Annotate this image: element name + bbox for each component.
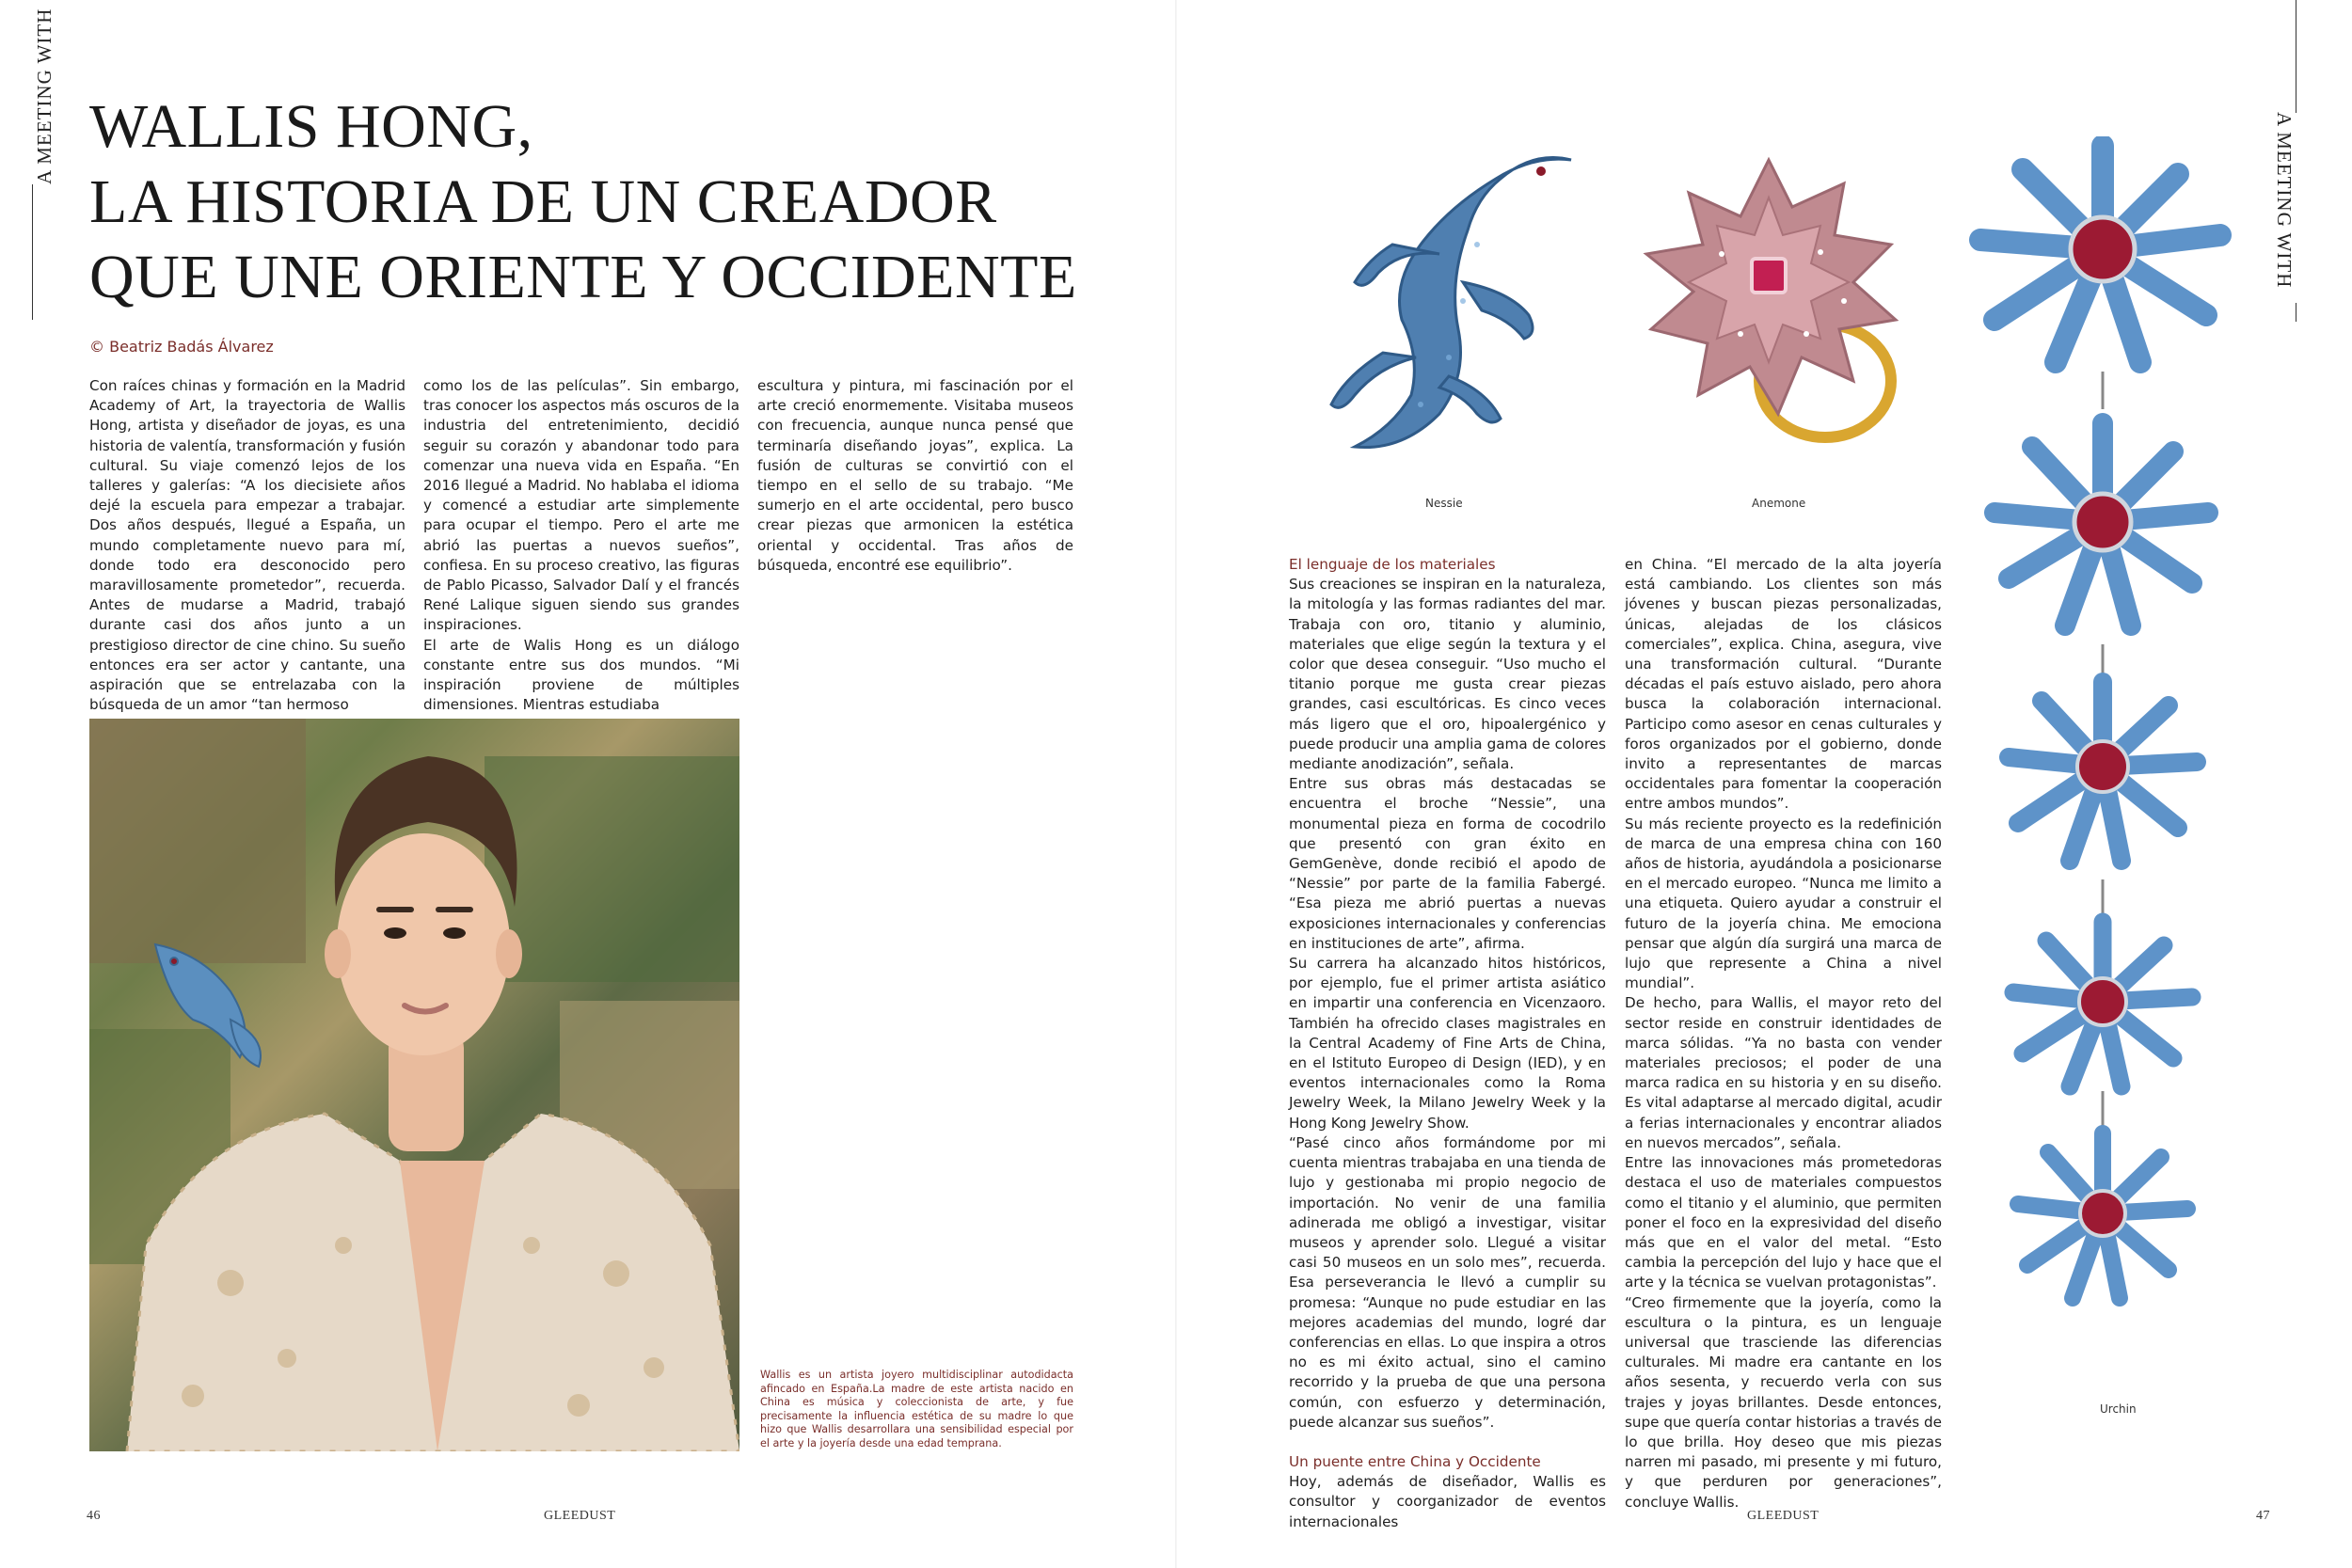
section-tag-left: A MEETING WITH: [33, 8, 56, 184]
body-paragraph: Su más reciente proyecto es la redefinición de marca de una empresa china con 160 años de historia, ayudándola a posicionarse en el mercado europeo. “Nunca me limito a una etiqueta. Quiero ayudar a construir el futuro de la joyería china. Me emociona pensar que algún día surgirá una marca de lujo que represente a China a nivel mundial”.: [1625, 815, 1942, 992]
section-heading-bridge: Un puente entre China y Occidente: [1289, 1452, 1541, 1470]
portrait-figure: [89, 719, 739, 1451]
title-line: QUE UNE ORIENTE Y OCCIDENTE: [89, 243, 1077, 311]
jewel-label-nessie: Nessie: [1425, 497, 1463, 510]
magazine-name-left: GLEEDUST: [544, 1509, 616, 1523]
title-line: WALLIS HONG,: [89, 92, 533, 161]
urchin-flower-5: [2018, 1133, 2187, 1298]
nessie-jewel-image: [1298, 141, 1590, 461]
jewel-label-urchin: Urchin: [2100, 1402, 2137, 1416]
anemone-jewel-image: [1628, 141, 1910, 461]
body-paragraph: Entre las innovaciones más prometedoras destaca el uso de materiales compuestos como el titanio y el aluminio, que permiten poner el foco en la expresividad del diseño más que en el valor del metal. “Esto cambia la percepción del lujo y hace que el arte y la técnica se vuelvan protagonistas”.: [1625, 1154, 1942, 1291]
body-paragraph: escultura y pintura, mi fascinación por el arte creció enormemente. Visitaba museos con frecuencia, aunque nunca pensé que terminaría diseñando joyas”, explica. La fusión de culturas se convirtió con el tiempo en el sello de su trabajo. “Me sumerjo en el arte occidental, pero busco crear piezas que armonicen la estética oriental y occidental. Tras años de búsqueda, encontré ese equilibrio”.: [757, 377, 1073, 574]
body-column-4: [1289, 555, 1606, 1532]
body-paragraph: “Creo firmemente que la joyería, como la escultura o la pintura, es un lenguaje universal que trasciende las diferencias culturales. Mi madre era cantante en los años sesenta, y recuerdo verla con sus trajes y joyas brillantes. Desde entonces, supe que quería contar historias a través de lo que brilla. Hoy deseo que mis piezas narren mi pasado, mi presente y mi futuro, y que perduren por generaciones”, concluye Wallis.: [1625, 1293, 1942, 1511]
urchin-flower-1: [1980, 146, 2220, 362]
body-paragraph: Entre sus obras más destacadas se encuentra el broche “Nessie”, una monumental pieza en forma de cocodrilo que presentó con gran éxito en GemGenève, donde recibió el apodo de “Nessie” por parte de la familia Fabergé. “Esa pieza me abrió puertas a nuevas exposiciones internacionales y conferencias en instituciones de arte”, afirma.: [1289, 775, 1606, 952]
body-column-5: [1625, 555, 1942, 1513]
byline: © Beatriz Badás Álvarez: [89, 338, 274, 356]
urchin-flower-3: [2009, 682, 2197, 861]
urchin-flower-4: [2013, 922, 2192, 1086]
body-paragraph: como los de las películas”. Sin embargo, tras conocer los aspectos más oscuros de la industria del entretenimiento, decidió seguir su corazón y abandonar todo para comenzar una nueva vida en España. “En 2016 llegué a Madrid. No hablaba el idioma y comencé a estudiar arte simplemente para ocupar el tiempo. Pero el arte me abrió las puertas a nuevos sueños”, confiesa. En su proceso creativo, las figuras de Pablo Picasso, Salvador Dalí y el francés René Lalique siguen siendo sus grandes inspiraciones.: [423, 377, 739, 634]
page-number-right: 47: [2256, 1509, 2270, 1523]
urchin-jewel-image: [1962, 136, 2244, 1392]
body-column-3: [757, 376, 1073, 576]
body-paragraph: en China. “El mercado de la alta joyería está cambiando. Los clientes son más jóvenes y buscan piezas personalizadas, únicas, alejadas de los clásicos comerciales”, explica. China, asegura, vive una transformación cultural. “Durante décadas el país estuvo aislado, pero ahora busca la colaboración internacional. Participo como asesor en cenas culturales y foros organizados por el gobierno, donde invito a representantes de marcas occidentales para fomentar la cooperación entre ambos mundos”.: [1625, 556, 1942, 813]
body-paragraph: Su carrera ha alcanzado hitos históricos, por ejemplo, fue el primer artista asiático en impartir una conferencia en Vicenzaoro. También ha ofrecido clases magistrales en la Central Academy of Fine Arts de China, en el Istituto Europeo di Design (IED), y en eventos internacionales como la Roma Jewelry Week, la Milano Jewelry Week y la Hong Kong Jewelry Show.: [1289, 955, 1606, 1132]
body-paragraph: El arte de Walis Hong es un diálogo constante entre sus dos mundos. “Mi inspiración proviene de múltiples dimensiones. Mientras estudiaba: [423, 636, 739, 714]
body-paragraph: Con raíces chinas y formación en la Madrid Academy of Art, la trayectoria de Wallis Hong, artista y diseñador de joyas, es una historia de valentía, transformación y fusión cultural. Su viaje comenzó lejos de los talleres y galerías: “A los diecisiete años dejé la escuela para empezar a trabajar. Dos años después, llegué a España, un mundo completamente nuevo para mí, donde todo era desconocido pero maravillosamente prometedor”, recuerda. Antes de mudarse a Madrid, trabajó durante casi dos años junto a un prestigioso director de cine chino. Su sueño entonces era ser actor y cantante, una aspiración que se entrelazaba con la búsqueda de un amor “tan hermoso: [89, 377, 405, 714]
photo-caption: Wallis es un artista joyero multidisciplinar autodidacta afincado en España.La madre de este artista nacido en China es música y coleccionista de arte, y fue precisamente la influencia estética de su madre lo que hizo que Wallis desarrollara una sensibilidad especial por el arte y la joyería desde una edad temprana.: [760, 1369, 1073, 1449]
page-gutter: [1175, 0, 1177, 1568]
portrait-photo: [89, 719, 739, 1451]
magazine-name-right: GLEEDUST: [1747, 1509, 1820, 1523]
body-paragraph: Hoy, además de diseñador, Wallis es consultor y coorganizador de eventos internacionales: [1289, 1473, 1606, 1530]
body-column-2: [423, 376, 739, 715]
body-paragraph: De hecho, para Wallis, el mayor reto del sector reside en construir identidades de marca sólidas. “Ya no basta con vender materiales preciosos; el poder de una marca radica en su historia y en su diseño. Es vital adaptarse al mercado digital, acudir a ferias internacionales y encontrar aliados en nuevos mercados”, señala.: [1625, 994, 1942, 1151]
article-title: [89, 89, 1077, 315]
section-rule-left: [32, 184, 33, 320]
section-heading-materials: El lenguaje de los materiales: [1289, 556, 1496, 573]
body-column-1: [89, 376, 405, 715]
title-line: LA HISTORIA DE UN CREADOR: [89, 167, 997, 236]
body-paragraph: “Pasé cinco años formándome por mi cuenta mientras trabajaba en una tienda de lujo y gestionaba mi propio negocio de importación. No venir de una familia adinerada me obligó a investigar, visitar museos y aprender solo. Llegué a visitar casi 50 museos en un solo mes”, recuerda. Esa perseverancia le llevó a cumplir su promesa: “Aunque no pude estudiar en las mejores academias del mundo, logré dar conferencias en ellas. Lo que inspira a otros no es mi éxito actual, sino el camino recorrido y la prueba de que una persona común, con esfuerzo y determinación, puede alcanzar sus sueños”.: [1289, 1133, 1606, 1431]
jewel-label-anemone: Anemone: [1752, 497, 1806, 510]
crocodile-brooch: [155, 944, 261, 1067]
section-tag-right: A MEETING WITH: [2273, 112, 2296, 289]
urchin-flower-2: [1994, 423, 2208, 626]
body-paragraph: Sus creaciones se inspiran en la naturaleza, la mitología y las formas radiantes del mar. Trabaja con oro, titanio y aluminio, materiales que elige según la textura y el color que desea conseguir. “Uso mucho el titanio porque me gusta crear piezas grandes, casi escultóricas. Es cinco veces más ligero que el oro, hipoalergénico y puede producir una amplia gama de colores mediante anodización”, señala.: [1289, 576, 1606, 773]
page-number-left: 46: [87, 1509, 101, 1523]
